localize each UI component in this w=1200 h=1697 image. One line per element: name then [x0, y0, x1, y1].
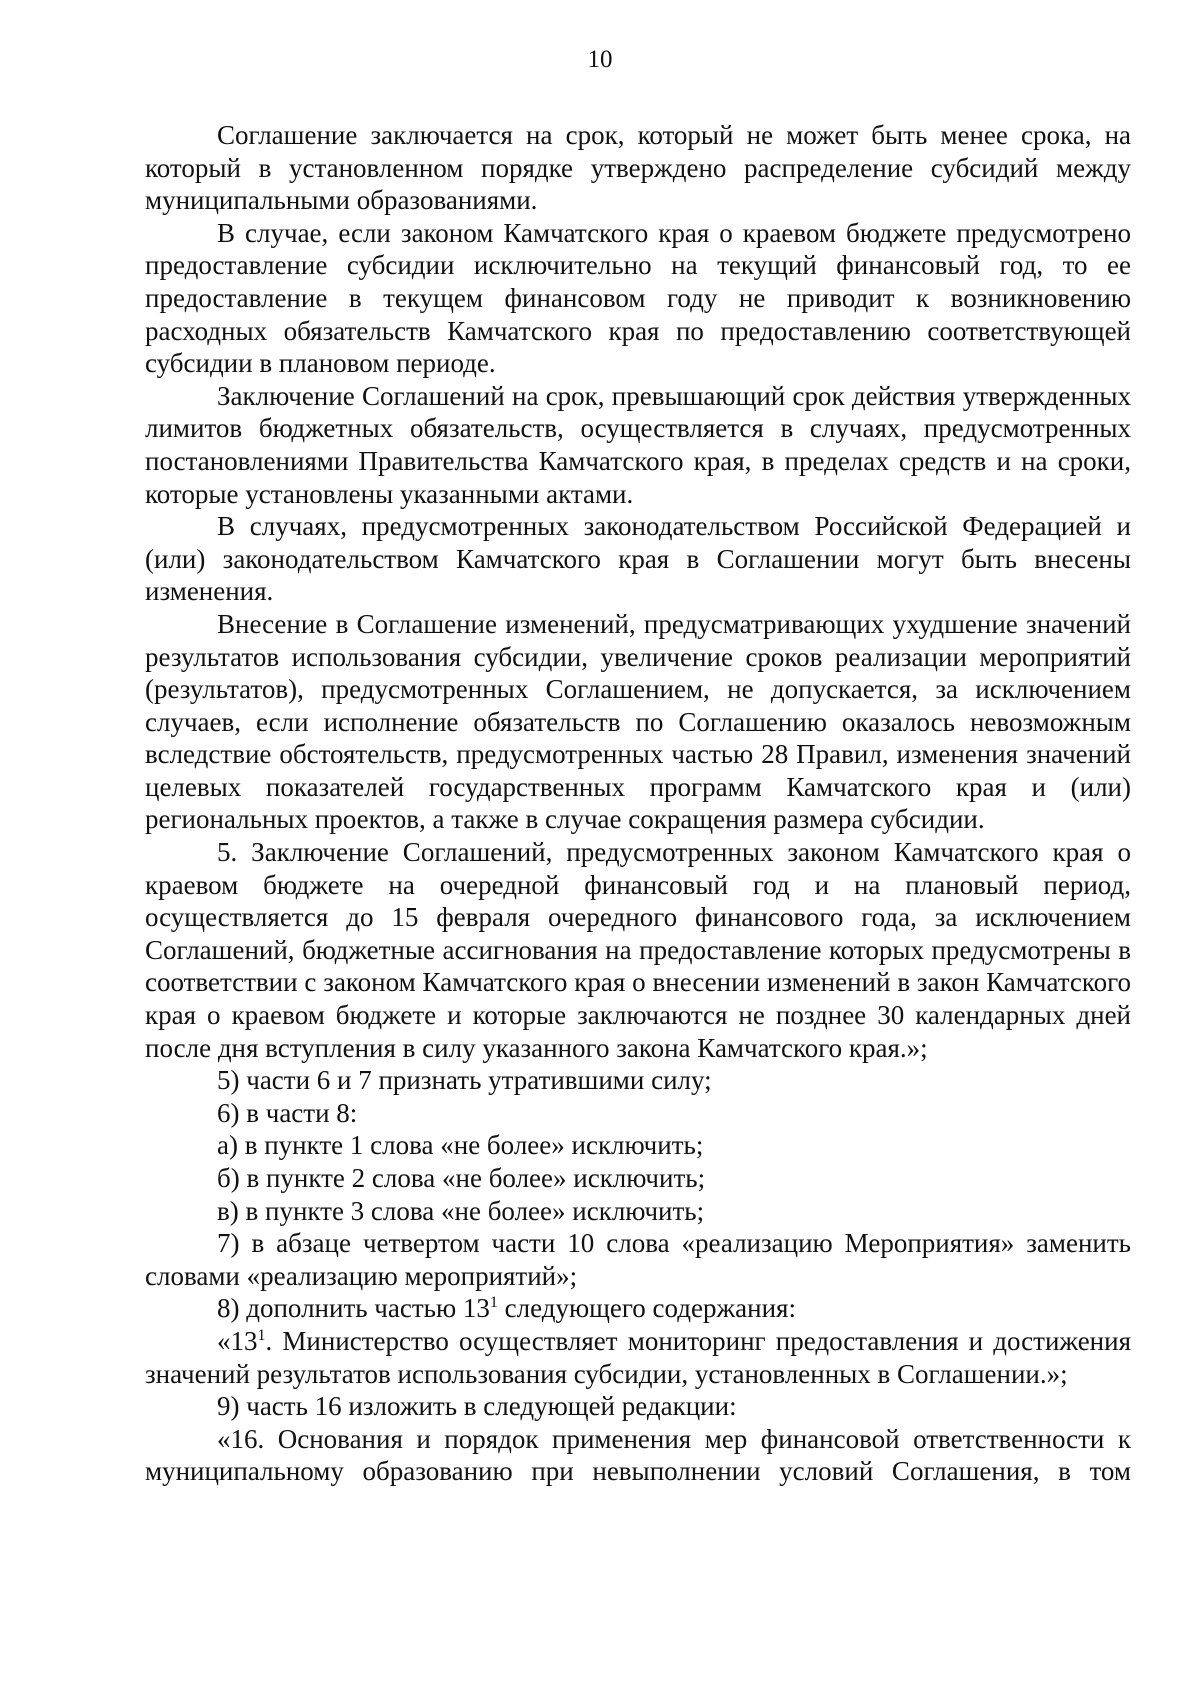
paragraph-item-5-deadline: 5. Заключение Соглашений, предусмотренных законом Камчатского края о краевом бюджете на очередной финансовый год и на плановый период, осуществляется до 15 февраля очередного финансового года, за исключением Соглашений, бюджетные ассигнования на предоставление которых предусмотрены в соответствии с законом Камчатского края о внесении изменений в закон Камчатского края о краевом бюджете и которые заключаются не позднее 30 календарных дней после дня вступления в силу указанного закона Камчатского края.»; [145, 837, 1131, 1063]
paragraph-agreement-term: Соглашение заключается на срок, который не может быть менее срока, на который в установленном порядке утверждено распределение субсидий между муниципальными образованиями. [145, 120, 1131, 216]
p13-superscript: 1 [257, 1326, 266, 1344]
paragraph-subitem-v: в) в пункте 3 слова «не более» исключить; [217, 1195, 705, 1226]
p8-text-after: следующего содержания: [497, 1293, 796, 1324]
paragraph-add-part-13-1 [145, 1292, 1131, 1325]
document-body [145, 119, 1131, 1488]
paragraph-agreement-over-limits: Заключение Соглашений на срок, превышающий срок действия утвержденных лимитов бюджетных обязательств, осуществляется в случаях, предусмотренных постановлениями Правительства Камчатского края, в пределах средств и на сроки, которые установлены указанными актами. [145, 380, 1131, 509]
p8-superscript: 1 [489, 1294, 498, 1312]
paragraph-current-year-subsidy: В случае, если законом Камчатского края о краевом бюджете предусмотрено предоставление субсидии исключительно на текущий финансовый год, то ее предоставление в текущем финансовом году не приводит к возникновению расходных обязательств Камчатского края по предоставлению соответствующей субсидии в плановом периоде. [145, 217, 1131, 379]
paragraph-part-10: 7) в абзаце четвертом части 10 слова «реализацию Мероприятия» заменить словами «реализацию мероприятий»; [145, 1228, 1131, 1291]
page-number: 10 [587, 46, 613, 73]
p8-text-before: 8) дополнить частью 13 [217, 1293, 490, 1324]
paragraph-parts-6-7: 5) части 6 и 7 признать утратившими силу; [217, 1065, 712, 1096]
paragraph-amendments-allowed: В случаях, предусмотренных законодательством Российской Федерацией и (или) законодательством Камчатского края в Соглашении могут быть внесены изменения. [145, 511, 1131, 607]
paragraph-amendments-restrictions: Внесение в Соглашение изменений, предусматривающих ухудшение значений результатов использования субсидии, увеличение сроков реализации мероприятий (результатов), предусмотренных Соглашением, не допускается, за исключением случаев, если исполнение обязательств по Соглашению оказалось невозможным вследствие обстоятельств, предусмотренных частью 28 Правил, изменения значений целевых показателей государственных программ Камчатского края и (или) региональных проектов, а также в случае сокращения размера субсидии. [145, 608, 1131, 835]
paragraph-subitem-b: б) в пункте 2 слова «не более» исключить; [217, 1163, 706, 1193]
paragraph-part-8: 6) в части 8: [217, 1097, 358, 1128]
paragraph-part-16-intro: 9) часть 16 изложить в следующей редакции: [217, 1391, 737, 1422]
paragraph-subitem-a: а) в пункте 1 слова «не более» исключить; [217, 1130, 704, 1161]
paragraph-part-13-1-text [145, 1325, 1131, 1390]
p13-text-before: «13 [217, 1325, 258, 1356]
p13-text-after: . Министерство осуществляет мониторинг предоставления и достижения значений результатов использования субсидии, установленных в Соглашении.»; [145, 1325, 1131, 1389]
paragraph-part-16-text: «16. Основания и порядок применения мер финансовой ответственности к муниципальному образованию при невыполнении условий Соглашения, в том [145, 1423, 1131, 1487]
